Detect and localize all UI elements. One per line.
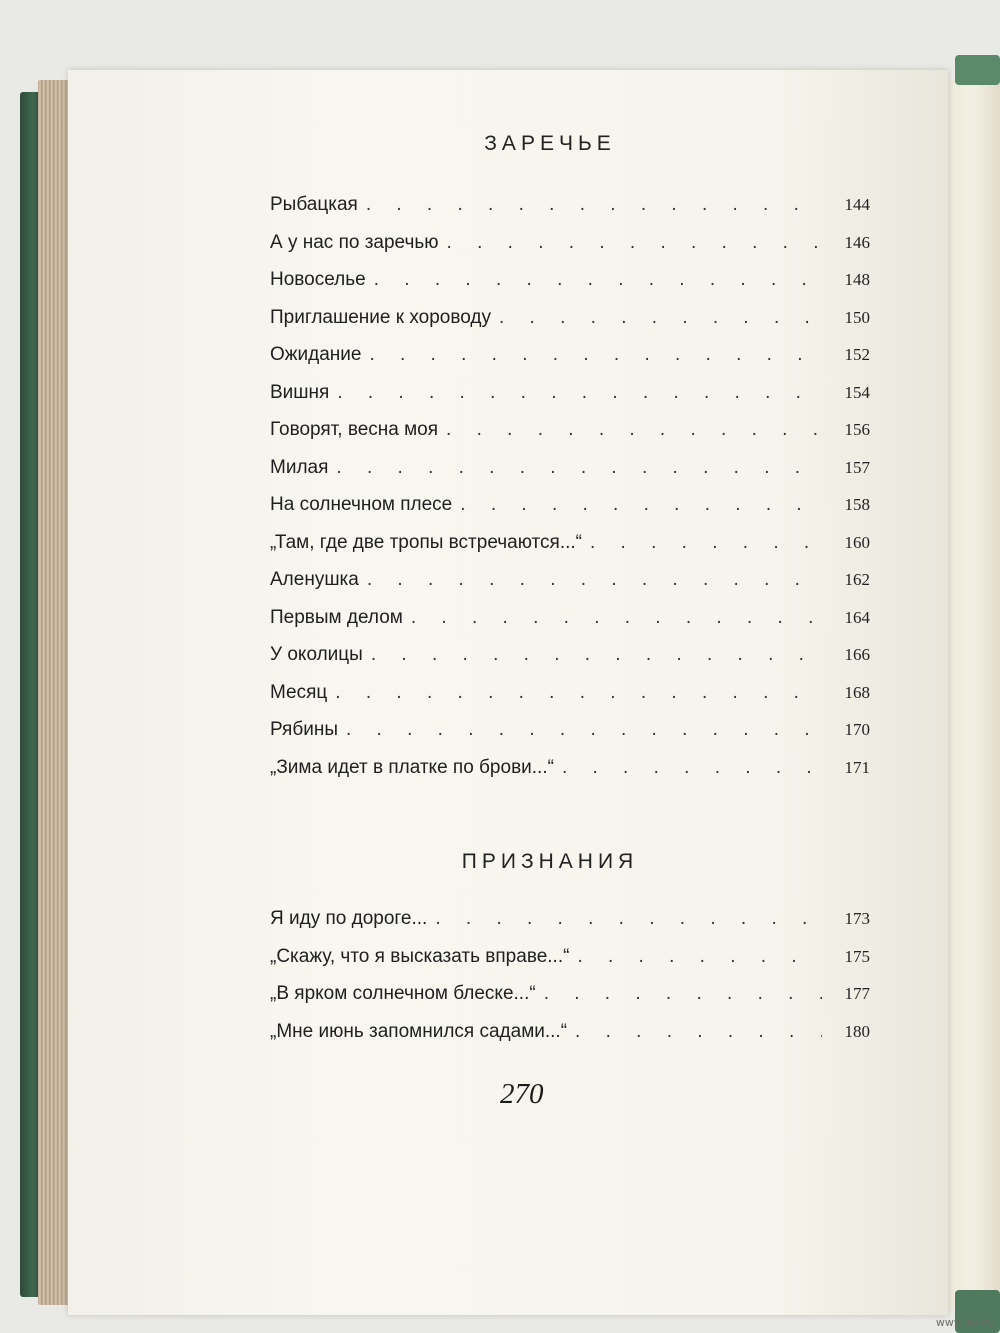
leader-dots xyxy=(411,607,822,629)
watermark: www.ay.by xyxy=(935,1316,994,1329)
toc-entry xyxy=(270,494,870,524)
toc-entry-title: Аленушка xyxy=(270,569,359,590)
toc-entry-title: А у нас по заречью xyxy=(270,231,439,253)
toc-entry-page: 162 xyxy=(844,570,870,589)
toc-entry xyxy=(270,382,870,412)
toc-entry-title: Приглашение к хороводу xyxy=(270,306,491,328)
book-cover-right-top xyxy=(955,55,1000,85)
toc-entry-title: На солнечном плесе xyxy=(270,494,453,515)
toc-entry xyxy=(270,757,870,787)
toc-entry-title: „Скажу, что я высказать вправе...“ xyxy=(270,945,570,967)
toc-entry-page: 156 xyxy=(844,420,870,439)
toc-entry-page: 154 xyxy=(844,382,870,402)
toc-entry xyxy=(270,908,870,938)
toc-entry xyxy=(270,532,870,562)
toc-entry xyxy=(270,719,870,749)
section-title-zarechye: ЗАРЕЧЬЕ xyxy=(484,132,616,155)
toc-entry xyxy=(270,946,870,976)
toc-entry xyxy=(270,983,870,1013)
page-number: 270 xyxy=(500,1078,544,1110)
toc-entry-title: У околицы xyxy=(270,644,363,665)
toc-entry-title: Ожидание xyxy=(270,344,362,365)
toc-entry xyxy=(270,1021,870,1051)
leader-dots xyxy=(446,419,822,441)
toc-entry xyxy=(270,232,870,262)
toc-entry-page: 152 xyxy=(844,345,870,364)
toc-entry-page: 157 xyxy=(844,457,870,477)
section-title-priznaniya: ПРИЗНАНИЯ xyxy=(461,850,639,873)
toc-entry-title: „В ярком солнечном блеске...“ xyxy=(270,983,536,1004)
toc-entry-page: 175 xyxy=(844,946,870,966)
toc-entry xyxy=(270,644,870,674)
toc-entry-page: 158 xyxy=(844,495,870,514)
leader-dots xyxy=(374,269,822,291)
leader-dots xyxy=(575,1021,822,1043)
toc-entry xyxy=(270,607,870,637)
toc-entry-title: Говорят, весна моя xyxy=(270,419,439,440)
toc-entry-page: 148 xyxy=(844,270,870,289)
toc-entry xyxy=(270,344,870,374)
toc-entry xyxy=(270,269,870,299)
toc-entry xyxy=(270,457,870,487)
toc-entry-title: Рябины xyxy=(270,719,338,740)
toc-entry-title: Вишня xyxy=(270,381,330,403)
toc-entry xyxy=(270,419,870,449)
leader-dots xyxy=(371,644,822,666)
toc-entry-page: 171 xyxy=(844,757,870,777)
toc-entry-title: „Там, где две тропы встречаются...“ xyxy=(270,531,582,553)
toc-entry xyxy=(270,682,870,712)
leader-dots xyxy=(435,908,822,930)
leader-dots xyxy=(369,344,822,366)
toc-entry-title: Месяц xyxy=(270,681,328,703)
toc-entry-page: 168 xyxy=(844,682,870,702)
toc-entry-page: 146 xyxy=(844,232,870,252)
toc-entry-title: „Мне июнь запомнился садами...“ xyxy=(270,1020,568,1042)
leader-dots xyxy=(577,946,822,968)
toc-entry-page: 144 xyxy=(844,195,870,214)
toc-entry xyxy=(270,569,870,599)
leader-dots xyxy=(335,682,822,704)
leader-dots xyxy=(366,194,822,216)
leader-dots xyxy=(337,382,822,404)
toc-entry-title: Новоселье xyxy=(270,269,366,290)
toc-entry-title: Милая xyxy=(270,456,329,478)
toc-entry-page: 177 xyxy=(844,984,870,1003)
leader-dots xyxy=(367,569,822,591)
toc-entry-page: 160 xyxy=(844,532,870,552)
leader-dots xyxy=(590,532,822,554)
leader-dots xyxy=(460,494,822,516)
leader-dots xyxy=(346,719,822,741)
toc-entry-title: Рыбацкая xyxy=(270,194,358,215)
leader-dots xyxy=(336,457,822,479)
toc-entry-page: 166 xyxy=(844,645,870,664)
leader-dots xyxy=(544,983,822,1005)
toc-entry-page: 173 xyxy=(844,909,870,928)
toc-entry-page: 170 xyxy=(844,720,870,739)
toc-entry-title: Первым делом xyxy=(270,606,403,628)
leader-dots xyxy=(447,232,822,254)
page-edges xyxy=(38,80,72,1305)
leader-dots xyxy=(562,757,822,779)
leader-dots xyxy=(499,307,822,329)
toc-entry-title: „Зима идет в платке по брови...“ xyxy=(270,756,554,778)
toc-entry xyxy=(270,307,870,337)
toc-entry-page: 150 xyxy=(844,307,870,327)
toc-entry-page: 164 xyxy=(844,607,870,627)
toc-entry xyxy=(270,194,870,224)
toc-entry-title: Я иду по дороге... xyxy=(270,908,428,929)
toc-entry-page: 180 xyxy=(844,1021,870,1041)
